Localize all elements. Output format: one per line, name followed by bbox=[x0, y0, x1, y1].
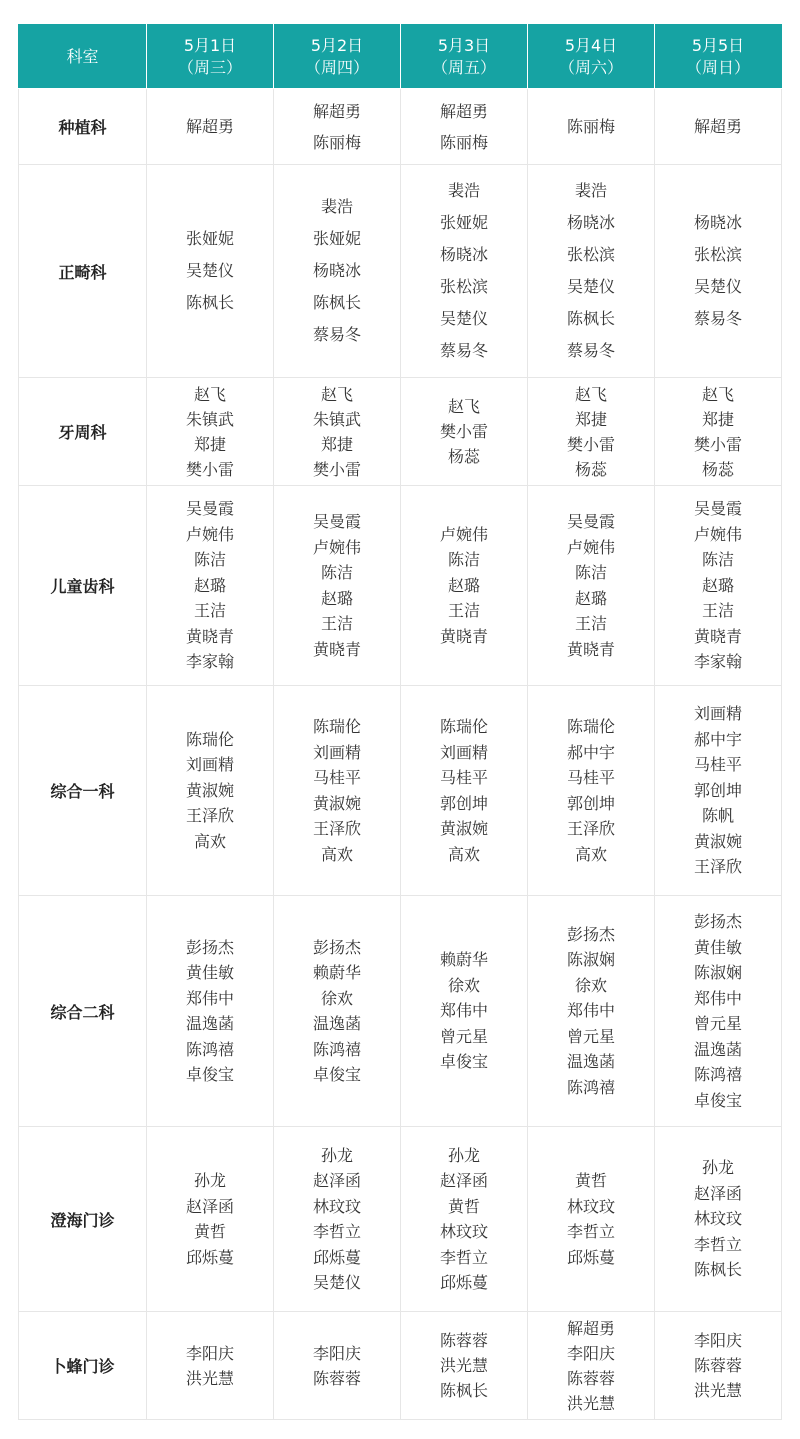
doctor-name: 李阳庆 bbox=[185, 1343, 234, 1363]
header-row bbox=[19, 25, 782, 89]
doctor-name: 李阳庆 bbox=[312, 1343, 361, 1363]
table-row bbox=[19, 165, 782, 378]
doctor-name: 赵璐 bbox=[574, 588, 607, 608]
doctor-name: 黄晓青 bbox=[566, 639, 615, 659]
doctor-name: 郑伟中 bbox=[439, 1001, 488, 1021]
doctor-name: 卓俊宝 bbox=[312, 1065, 361, 1084]
doctor-name: 吴楚仪 bbox=[566, 277, 615, 296]
doctor-name: 邱烁蔓 bbox=[312, 1247, 361, 1267]
doctor-name: 曾元星 bbox=[566, 1026, 615, 1046]
doctor-name: 吴楚仪 bbox=[439, 309, 488, 328]
doctor-name: 孙龙 bbox=[320, 1145, 353, 1165]
schedule-cell bbox=[528, 1312, 655, 1420]
doctor-name: 裴浩 bbox=[320, 197, 353, 216]
doctor-name: 朱镇武 bbox=[312, 409, 361, 429]
schedule-cell bbox=[528, 896, 655, 1127]
schedule-cell bbox=[528, 486, 655, 686]
doctor-name: 赵璐 bbox=[701, 575, 734, 595]
doctor-name: 吴曼霞 bbox=[566, 512, 615, 531]
doctor-name: 陈淑娴 bbox=[693, 963, 742, 982]
header-dept: 科室 bbox=[19, 25, 147, 89]
doctor-name: 刘画精 bbox=[693, 704, 742, 724]
header-day-1 bbox=[147, 25, 274, 89]
dept-name: 综合一科 bbox=[19, 686, 147, 896]
doctor-name: 卢婉伟 bbox=[566, 537, 615, 557]
schedule-cell bbox=[274, 165, 401, 378]
doctor-name: 黄淑婉 bbox=[439, 819, 488, 838]
doctor-name: 陈丽梅 bbox=[439, 132, 488, 152]
doctor-name: 洪光慧 bbox=[566, 1393, 615, 1413]
doctor-name: 高欢 bbox=[320, 844, 353, 864]
day-weekday: （周日） bbox=[685, 57, 750, 77]
doctor-name: 洪光慧 bbox=[439, 1356, 488, 1375]
doctor-name: 马桂平 bbox=[693, 755, 742, 775]
doctor-name: 黄哲 bbox=[574, 1171, 607, 1190]
doctor-name: 王洁 bbox=[574, 614, 607, 633]
doctor-name: 李阳庆 bbox=[693, 1331, 742, 1350]
doctor-name: 陈鸿禧 bbox=[185, 1039, 234, 1059]
doctor-name: 林玟玟 bbox=[566, 1196, 615, 1216]
doctor-name: 蔡易冬 bbox=[566, 341, 615, 360]
table-row bbox=[19, 486, 782, 686]
doctor-name: 王泽欣 bbox=[566, 819, 615, 838]
doctor-name: 裴浩 bbox=[574, 181, 607, 200]
doctor-name: 赵璐 bbox=[320, 588, 353, 608]
doctor-name: 刘画精 bbox=[439, 742, 488, 762]
doctor-name: 陈瑞伦 bbox=[439, 717, 488, 736]
table-row bbox=[19, 89, 782, 165]
doctor-name: 曾元星 bbox=[439, 1026, 488, 1046]
doctor-name: 李哲立 bbox=[312, 1222, 361, 1241]
day-date: 5月1日 bbox=[183, 35, 237, 55]
schedule-cell bbox=[401, 896, 528, 1127]
doctor-name: 卢婉伟 bbox=[439, 524, 488, 544]
doctor-name: 卢婉伟 bbox=[312, 537, 361, 557]
schedule-cell bbox=[528, 686, 655, 896]
doctor-name: 王洁 bbox=[701, 601, 734, 621]
doctor-name: 张松滨 bbox=[439, 277, 488, 296]
doctor-name: 赵泽函 bbox=[439, 1171, 488, 1190]
doctor-name: 陈蓉蓉 bbox=[439, 1331, 488, 1350]
doctor-name: 高欢 bbox=[447, 844, 480, 864]
doctor-name: 王泽欣 bbox=[693, 857, 742, 877]
schedule-cell bbox=[401, 1127, 528, 1312]
doctor-name: 解超勇 bbox=[693, 117, 742, 136]
doctor-name: 张娅妮 bbox=[185, 229, 234, 248]
doctor-name: 解超勇 bbox=[439, 101, 488, 121]
doctor-name: 孙龙 bbox=[701, 1158, 734, 1178]
doctor-name: 马桂平 bbox=[566, 768, 615, 787]
doctor-name: 曾元星 bbox=[693, 1014, 742, 1033]
schedule-cell bbox=[401, 89, 528, 165]
dept-name: 卜蜂门诊 bbox=[19, 1312, 147, 1420]
schedule-cell bbox=[274, 896, 401, 1127]
doctor-name: 卢婉伟 bbox=[693, 524, 742, 544]
doctor-name: 张娅妮 bbox=[439, 213, 488, 232]
doctor-name: 杨蕊 bbox=[447, 447, 480, 466]
doctor-name: 杨蕊 bbox=[701, 459, 734, 479]
doctor-name: 卓俊宝 bbox=[185, 1065, 234, 1084]
header-day-2 bbox=[274, 25, 401, 89]
doctor-name: 温逸菡 bbox=[185, 1014, 234, 1033]
doctor-name: 张娅妮 bbox=[312, 229, 361, 248]
doctor-name: 张松滨 bbox=[693, 245, 742, 264]
doctor-name: 赵飞 bbox=[574, 384, 607, 404]
doctor-name: 林玟玟 bbox=[439, 1222, 488, 1241]
doctor-name: 陈洁 bbox=[320, 563, 353, 582]
doctor-name: 孙龙 bbox=[447, 1145, 480, 1165]
doctor-name: 赵泽函 bbox=[693, 1183, 742, 1203]
doctor-name: 郝中宇 bbox=[566, 742, 615, 762]
schedule-cell bbox=[147, 89, 274, 165]
doctor-name: 樊小雷 bbox=[439, 422, 488, 441]
doctor-name: 裴浩 bbox=[447, 181, 480, 200]
dept-name: 牙周科 bbox=[19, 378, 147, 486]
day-weekday: （周三） bbox=[177, 57, 242, 77]
doctor-name: 郭创坤 bbox=[566, 793, 615, 813]
schedule-cell bbox=[147, 1312, 274, 1420]
doctor-name: 温逸菡 bbox=[693, 1039, 742, 1059]
doctor-name: 赵飞 bbox=[701, 384, 734, 404]
schedule-cell bbox=[528, 165, 655, 378]
doctor-name: 李哲立 bbox=[566, 1222, 615, 1241]
doctor-name: 卢婉伟 bbox=[185, 524, 234, 544]
dept-name: 种植科 bbox=[19, 89, 147, 165]
day-date: 5月2日 bbox=[310, 35, 364, 55]
doctor-name: 陈瑞伦 bbox=[566, 717, 615, 736]
header-day-3 bbox=[401, 25, 528, 89]
doctor-name: 蔡易冬 bbox=[312, 325, 361, 344]
schedule-cell bbox=[274, 486, 401, 686]
doctor-name: 陈鸿禧 bbox=[693, 1065, 742, 1084]
doctor-name: 陈淑娴 bbox=[566, 950, 615, 970]
doctor-name: 陈鸿禧 bbox=[312, 1039, 361, 1059]
doctor-name: 陈蓉蓉 bbox=[693, 1356, 742, 1375]
doctor-name: 卓俊宝 bbox=[439, 1052, 488, 1072]
doctor-name: 陈洁 bbox=[701, 550, 734, 570]
doctor-name: 陈蓉蓉 bbox=[566, 1368, 615, 1388]
doctor-name: 郑伟中 bbox=[185, 988, 234, 1008]
doctor-name: 赵飞 bbox=[447, 397, 480, 416]
doctor-name: 郑捷 bbox=[193, 434, 226, 454]
doctor-name: 吴曼霞 bbox=[185, 499, 234, 519]
doctor-name: 陈丽梅 bbox=[566, 117, 615, 136]
doctor-name: 黄淑婉 bbox=[693, 831, 742, 851]
doctor-name: 孙龙 bbox=[193, 1171, 226, 1190]
doctor-name: 黄晓青 bbox=[439, 626, 488, 646]
doctor-name: 杨蕊 bbox=[574, 459, 607, 479]
doctor-name: 李家翰 bbox=[693, 652, 742, 672]
doctor-name: 黄晓青 bbox=[185, 626, 234, 646]
schedule-cell bbox=[655, 165, 782, 378]
doctor-name: 吴楚仪 bbox=[312, 1273, 361, 1292]
dept-name: 澄海门诊 bbox=[19, 1127, 147, 1312]
schedule-cell bbox=[147, 378, 274, 486]
doctor-name: 彭扬杰 bbox=[693, 912, 742, 931]
doctor-name: 王洁 bbox=[447, 601, 480, 621]
doctor-name: 赵泽函 bbox=[185, 1196, 234, 1216]
schedule-cell bbox=[528, 89, 655, 165]
doctor-name: 赖蔚华 bbox=[439, 950, 488, 970]
doctor-name: 王洁 bbox=[193, 601, 226, 621]
dept-name: 儿童齿科 bbox=[19, 486, 147, 686]
doctor-name: 刘画精 bbox=[312, 742, 361, 762]
table-row bbox=[19, 896, 782, 1127]
doctor-name: 陈枫长 bbox=[312, 293, 361, 312]
doctor-name: 解超勇 bbox=[185, 117, 234, 136]
doctor-name: 郑捷 bbox=[574, 409, 607, 429]
doctor-name: 樊小雷 bbox=[566, 434, 615, 454]
doctor-name: 黄淑婉 bbox=[185, 780, 234, 800]
doctor-name: 朱镇武 bbox=[185, 409, 234, 429]
schedule-cell bbox=[274, 686, 401, 896]
dept-name: 正畸科 bbox=[19, 165, 147, 378]
doctor-name: 王泽欣 bbox=[312, 819, 361, 838]
doctor-name: 徐欢 bbox=[574, 975, 607, 995]
schedule-cell bbox=[147, 1127, 274, 1312]
schedule-cell bbox=[655, 486, 782, 686]
day-date: 5月3日 bbox=[437, 35, 491, 55]
doctor-name: 陈枫长 bbox=[566, 309, 615, 328]
doctor-name: 陈帆 bbox=[701, 806, 734, 826]
doctor-name: 彭扬杰 bbox=[312, 937, 361, 957]
schedule-cell bbox=[147, 896, 274, 1127]
doctor-name: 吴楚仪 bbox=[693, 277, 742, 296]
doctor-name: 陈洁 bbox=[574, 563, 607, 582]
doctor-name: 吴楚仪 bbox=[185, 261, 234, 280]
doctor-name: 黄佳敏 bbox=[185, 963, 234, 982]
doctor-name: 黄晓青 bbox=[693, 626, 742, 646]
doctor-name: 郑捷 bbox=[701, 409, 734, 429]
doctor-name: 彭扬杰 bbox=[566, 924, 615, 944]
doctor-name: 王洁 bbox=[320, 614, 353, 633]
doctor-name: 邱烁蔓 bbox=[439, 1273, 488, 1292]
doctor-name: 黄哲 bbox=[193, 1222, 226, 1241]
day-weekday: （周六） bbox=[558, 57, 623, 77]
day-date: 5月5日 bbox=[691, 35, 745, 55]
doctor-name: 彭扬杰 bbox=[185, 937, 234, 957]
doctor-name: 杨晓冰 bbox=[693, 213, 742, 232]
schedule-cell bbox=[274, 1312, 401, 1420]
doctor-name: 马桂平 bbox=[312, 768, 361, 787]
doctor-name: 黄哲 bbox=[447, 1196, 480, 1216]
doctor-name: 高欢 bbox=[574, 844, 607, 864]
schedule-cell bbox=[655, 1127, 782, 1312]
doctor-name: 洪光慧 bbox=[693, 1381, 742, 1400]
schedule-cell bbox=[274, 1127, 401, 1312]
schedule-cell bbox=[528, 378, 655, 486]
schedule-cell bbox=[401, 1312, 528, 1420]
doctor-name: 樊小雷 bbox=[693, 434, 742, 454]
doctor-name: 郑伟中 bbox=[693, 988, 742, 1008]
doctor-name: 刘画精 bbox=[185, 755, 234, 775]
schedule-cell bbox=[147, 486, 274, 686]
doctor-name: 陈丽梅 bbox=[312, 132, 361, 152]
schedule-cell bbox=[401, 486, 528, 686]
schedule-table bbox=[18, 24, 782, 1420]
doctor-name: 蔡易冬 bbox=[439, 341, 488, 360]
doctor-name: 林玟玟 bbox=[693, 1209, 742, 1229]
doctor-name: 赵飞 bbox=[193, 384, 226, 404]
doctor-name: 郭创坤 bbox=[439, 793, 488, 813]
doctor-name: 杨晓冰 bbox=[566, 213, 615, 232]
schedule-cell bbox=[401, 165, 528, 378]
schedule-cell bbox=[655, 896, 782, 1127]
doctor-name: 温逸菡 bbox=[566, 1052, 615, 1072]
doctor-name: 解超勇 bbox=[566, 1318, 615, 1338]
doctor-name: 卓俊宝 bbox=[693, 1090, 742, 1110]
schedule-cell bbox=[401, 686, 528, 896]
doctor-name: 樊小雷 bbox=[312, 459, 361, 479]
doctor-name: 张松滨 bbox=[566, 245, 615, 264]
doctor-name: 陈瑞伦 bbox=[185, 729, 234, 749]
doctor-name: 赵璐 bbox=[193, 575, 226, 595]
doctor-name: 杨晓冰 bbox=[439, 245, 488, 264]
doctor-name: 温逸菡 bbox=[312, 1014, 361, 1033]
doctor-name: 郑伟中 bbox=[566, 1001, 615, 1021]
schedule-cell bbox=[655, 1312, 782, 1420]
doctor-name: 蔡易冬 bbox=[693, 309, 742, 328]
table-row bbox=[19, 1312, 782, 1420]
schedule-cell bbox=[528, 1127, 655, 1312]
doctor-name: 樊小雷 bbox=[185, 459, 234, 479]
doctor-name: 高欢 bbox=[193, 831, 226, 851]
schedule-body bbox=[19, 89, 782, 1420]
doctor-name: 陈瑞伦 bbox=[312, 717, 361, 736]
doctor-name: 李家翰 bbox=[185, 652, 234, 672]
doctor-name: 赵飞 bbox=[320, 384, 353, 404]
doctor-name: 陈枫长 bbox=[439, 1381, 488, 1400]
doctor-name: 解超勇 bbox=[312, 101, 361, 121]
doctor-name: 陈蓉蓉 bbox=[312, 1368, 361, 1388]
day-date: 5月4日 bbox=[564, 35, 618, 55]
doctor-name: 洪光慧 bbox=[185, 1368, 234, 1388]
doctor-name: 陈洁 bbox=[447, 550, 480, 570]
doctor-name: 黄淑婉 bbox=[312, 793, 361, 813]
doctor-name: 吴曼霞 bbox=[312, 512, 361, 531]
doctor-name: 黄佳敏 bbox=[693, 937, 742, 957]
schedule-cell bbox=[147, 686, 274, 896]
doctor-name: 赖蔚华 bbox=[312, 963, 361, 982]
doctor-name: 林玟玟 bbox=[312, 1196, 361, 1216]
doctor-name: 徐欢 bbox=[447, 975, 480, 995]
schedule-cell bbox=[147, 165, 274, 378]
doctor-name: 陈洁 bbox=[193, 550, 226, 570]
doctor-name: 李哲立 bbox=[693, 1234, 742, 1254]
doctor-name: 李阳庆 bbox=[566, 1343, 615, 1363]
schedule-cell bbox=[655, 89, 782, 165]
schedule-cell bbox=[655, 378, 782, 486]
doctor-name: 李哲立 bbox=[439, 1247, 488, 1267]
schedule-cell bbox=[401, 378, 528, 486]
doctor-name: 郝中宇 bbox=[693, 729, 742, 749]
doctor-name: 王泽欣 bbox=[185, 806, 234, 826]
header-day-4 bbox=[528, 25, 655, 89]
doctor-name: 赵泽函 bbox=[312, 1171, 361, 1190]
doctor-name: 邱烁蔓 bbox=[185, 1247, 234, 1267]
dept-name: 综合二科 bbox=[19, 896, 147, 1127]
doctor-name: 黄晓青 bbox=[312, 639, 361, 659]
doctor-name: 邱烁蔓 bbox=[566, 1247, 615, 1267]
header-day-5 bbox=[655, 25, 782, 89]
doctor-name: 吴曼霞 bbox=[693, 499, 742, 519]
doctor-name: 杨晓冰 bbox=[312, 261, 361, 280]
day-weekday: （周四） bbox=[304, 57, 369, 77]
doctor-name: 郭创坤 bbox=[693, 780, 742, 800]
schedule-cell bbox=[274, 378, 401, 486]
doctor-name: 陈枫长 bbox=[693, 1260, 742, 1280]
doctor-name: 徐欢 bbox=[320, 988, 353, 1008]
doctor-name: 赵璐 bbox=[447, 575, 480, 595]
doctor-name: 郑捷 bbox=[320, 434, 353, 454]
schedule-cell bbox=[655, 686, 782, 896]
table-row bbox=[19, 1127, 782, 1312]
doctor-name: 马桂平 bbox=[439, 768, 488, 787]
schedule-cell bbox=[274, 89, 401, 165]
table-row bbox=[19, 686, 782, 896]
doctor-name: 陈枫长 bbox=[185, 293, 234, 312]
table-row bbox=[19, 378, 782, 486]
doctor-name: 陈鸿禧 bbox=[566, 1077, 615, 1097]
day-weekday: （周五） bbox=[431, 57, 496, 77]
